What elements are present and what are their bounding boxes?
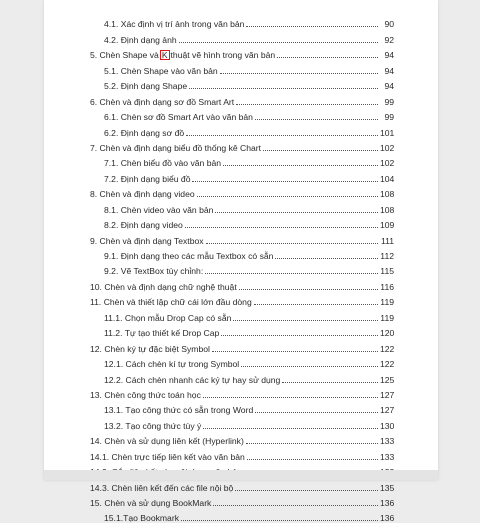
toc-entry <box>44 261 438 276</box>
toc-page-number: 133 <box>380 451 395 462</box>
toc-entry <box>44 415 438 430</box>
toc-entry <box>44 168 438 183</box>
dot-leader <box>220 73 378 74</box>
toc-page-number: 108 <box>380 204 395 215</box>
toc-entry-label: 13.1. Tạo công thức có sẵn trong Word <box>104 405 254 416</box>
toc-entry <box>44 153 438 168</box>
toc-page-number: 94 <box>384 81 394 92</box>
toc-page-number: 112 <box>380 251 394 261</box>
toc-entry-label: 8. Chèn và định dạng video <box>90 189 195 200</box>
toc-entry-label: 13. Chèn công thức toán học <box>90 389 201 400</box>
toc-page-number: 104 <box>380 173 395 184</box>
dot-leader <box>197 196 378 197</box>
table-of-contents <box>44 14 438 523</box>
toc-page-number: 133 <box>380 436 395 447</box>
toc-entry <box>44 385 438 400</box>
dot-leader <box>275 258 378 259</box>
toc-page-number: 94 <box>384 65 394 76</box>
toc-entry <box>44 230 438 245</box>
toc-entry-label: 11.1. Chọn mẫu Drop Cap có sẵn <box>104 312 232 323</box>
toc-page-number: 90 <box>384 19 394 30</box>
toc-entry-label: 6.1. Chèn sơ đồ Smart Art vào văn bản <box>104 112 253 123</box>
toc-entry-label: 4.2. Định dạng ảnh <box>104 34 177 45</box>
toc-page-number: 127 <box>380 389 395 400</box>
toc-entry <box>44 431 438 446</box>
toc-page-number: 122 <box>380 359 395 370</box>
toc-entry-label: 5.1. Chèn Shape vào văn bản <box>104 65 218 76</box>
dot-leader <box>255 412 378 413</box>
toc-entry-label: 7. Chèn và định dạng biểu đồ thống kê Chart <box>90 142 262 153</box>
toc-entry <box>44 338 438 353</box>
toc-page-number: 101 <box>380 127 395 138</box>
toc-entry <box>44 122 438 137</box>
toc-page-number: 135 <box>380 482 395 493</box>
toc-entry-label: 15. Chèn và sử dụng BookMark <box>90 498 212 508</box>
toc-entry-label: 15.1.Tạo Bookmark <box>104 513 179 523</box>
toc-page-number: 116 <box>380 281 394 292</box>
toc-entry-label <box>90 50 275 60</box>
toc-entry-label: 14.3. Chèn liên kết đến các file nội bộ <box>90 482 234 493</box>
toc-entry <box>44 107 438 122</box>
dot-leader <box>241 366 378 367</box>
dot-leader <box>282 382 378 383</box>
dot-leader <box>205 273 378 274</box>
toc-entry-label: 14. Chèn và sử dụng liên kết (Hyperlink) <box>90 436 244 447</box>
dot-leader <box>203 428 378 429</box>
toc-page-number: 115 <box>380 266 394 277</box>
toc-entry <box>44 400 438 415</box>
toc-entry-label: 7.2. Định dạng biểu đồ <box>104 173 191 184</box>
toc-entry-label: 12.1. Cách chèn kí tự trong Symbol <box>104 359 240 370</box>
toc-page-number: 92 <box>384 34 394 45</box>
dot-leader <box>212 351 378 352</box>
toc-entry <box>44 446 438 461</box>
dot-leader <box>246 26 378 27</box>
dot-leader <box>179 42 378 43</box>
toc-entry-label: 11. Chèn và thiết lập chữ cái lớn đầu dòng <box>90 297 252 308</box>
dot-leader <box>189 88 378 89</box>
toc-entry-label: 8.2. Định dạng video <box>104 220 183 231</box>
page-bottom-edge <box>44 470 438 480</box>
toc-page-number: 102 <box>380 142 395 153</box>
toc-entry-label: 6. Chèn và định dạng sơ đồ Smart Art <box>90 96 235 107</box>
toc-entry-label: 11.2. Tự tạo thiết kế Drop Cap <box>104 328 220 339</box>
toc-page-number: 125 <box>380 374 395 385</box>
toc-entry-label-part: thuật vẽ hình trong văn bản <box>170 50 276 61</box>
toc-page-number: 120 <box>380 328 395 339</box>
toc-entry <box>44 215 438 230</box>
dot-leader <box>246 443 378 444</box>
toc-entry-label-part: 5. Chèn Shape và <box>90 50 159 61</box>
toc-entry <box>44 14 438 29</box>
dot-leader <box>277 57 378 58</box>
dot-leader <box>236 104 378 105</box>
toc-entry <box>44 508 438 523</box>
toc-entry <box>44 184 438 199</box>
toc-page-number: 94 <box>384 50 394 61</box>
toc-page-number: 136 <box>380 513 395 523</box>
highlight-box: K <box>161 50 168 61</box>
dot-leader <box>215 212 378 213</box>
dot-leader <box>247 459 378 460</box>
toc-entry-label: 14.1. Chèn trực tiếp liên kết vào văn bản <box>90 451 245 462</box>
toc-page-number: 102 <box>380 158 395 169</box>
toc-page-number: 127 <box>380 405 395 416</box>
toc-entry-label: 12. Chèn ký tự đặc biệt Symbol <box>90 343 210 354</box>
toc-page-number: 109 <box>380 220 395 231</box>
dot-leader <box>186 135 378 136</box>
toc-entry-label: 6.2. Định dạng sơ đồ <box>104 127 185 138</box>
dot-leader <box>255 119 378 120</box>
toc-page-number: 122 <box>380 343 395 354</box>
toc-entry <box>44 246 438 261</box>
toc-entry-label: 10. Chèn và định dạng chữ nghệ thuật <box>90 281 237 292</box>
toc-entry <box>44 369 438 384</box>
toc-entry <box>44 323 438 338</box>
dot-leader <box>206 243 378 244</box>
toc-entry-label: 7.1. Chèn biểu đồ vào văn bản <box>104 158 222 169</box>
toc-entry <box>44 45 438 60</box>
dot-leader <box>221 335 378 336</box>
toc-entry <box>44 91 438 106</box>
toc-entry <box>44 29 438 44</box>
dot-leader <box>233 320 378 321</box>
toc-entry <box>44 276 438 291</box>
toc-entry-label: 13.2. Tạo công thức tùy ý <box>104 420 202 431</box>
dot-leader <box>213 505 378 506</box>
toc-page-number: 119 <box>380 297 394 308</box>
dot-leader <box>223 165 378 166</box>
toc-entry <box>44 354 438 369</box>
toc-entry-label: 9. Chèn và định dạng Textbox <box>90 235 204 246</box>
toc-page-number: 108 <box>380 189 395 200</box>
toc-entry-label: 4.1. Xác định vị trí ảnh trong văn bản <box>104 19 245 30</box>
toc-entry <box>44 138 438 153</box>
toc-entry-label: 9.2. Vẽ TextBox tùy chỉnh: <box>104 266 204 277</box>
toc-page-number: 111 <box>380 235 394 246</box>
toc-entry-label: 8.1. Chèn video vào văn bản <box>104 204 214 215</box>
toc-entry <box>44 292 438 307</box>
toc-entry-label: 12.2. Cách chèn nhanh các ký tự hay sử dụng <box>104 374 281 385</box>
toc-page-number: 99 <box>384 96 394 107</box>
dot-leader <box>254 304 378 305</box>
dot-leader <box>185 227 378 228</box>
dot-leader <box>263 150 378 151</box>
dot-leader <box>239 289 378 290</box>
toc-page-number: 130 <box>380 420 395 431</box>
toc-page-number: 99 <box>384 112 394 123</box>
toc-entry <box>44 76 438 91</box>
toc-entry <box>44 199 438 214</box>
toc-entry <box>44 307 438 322</box>
toc-page-number: 136 <box>380 498 395 508</box>
dot-leader <box>235 490 378 491</box>
toc-entry-label: 9.1. Định dạng theo các mẫu Textbox có sẵn <box>104 251 274 261</box>
dot-leader <box>192 181 378 182</box>
toc-entry <box>44 493 438 508</box>
document-page <box>44 0 438 523</box>
toc-entry <box>44 60 438 75</box>
toc-page-number: 119 <box>380 312 394 323</box>
dot-leader <box>181 520 378 521</box>
dot-leader <box>203 397 378 398</box>
toc-entry-label: 5.2. Định dạng Shape <box>104 81 188 92</box>
